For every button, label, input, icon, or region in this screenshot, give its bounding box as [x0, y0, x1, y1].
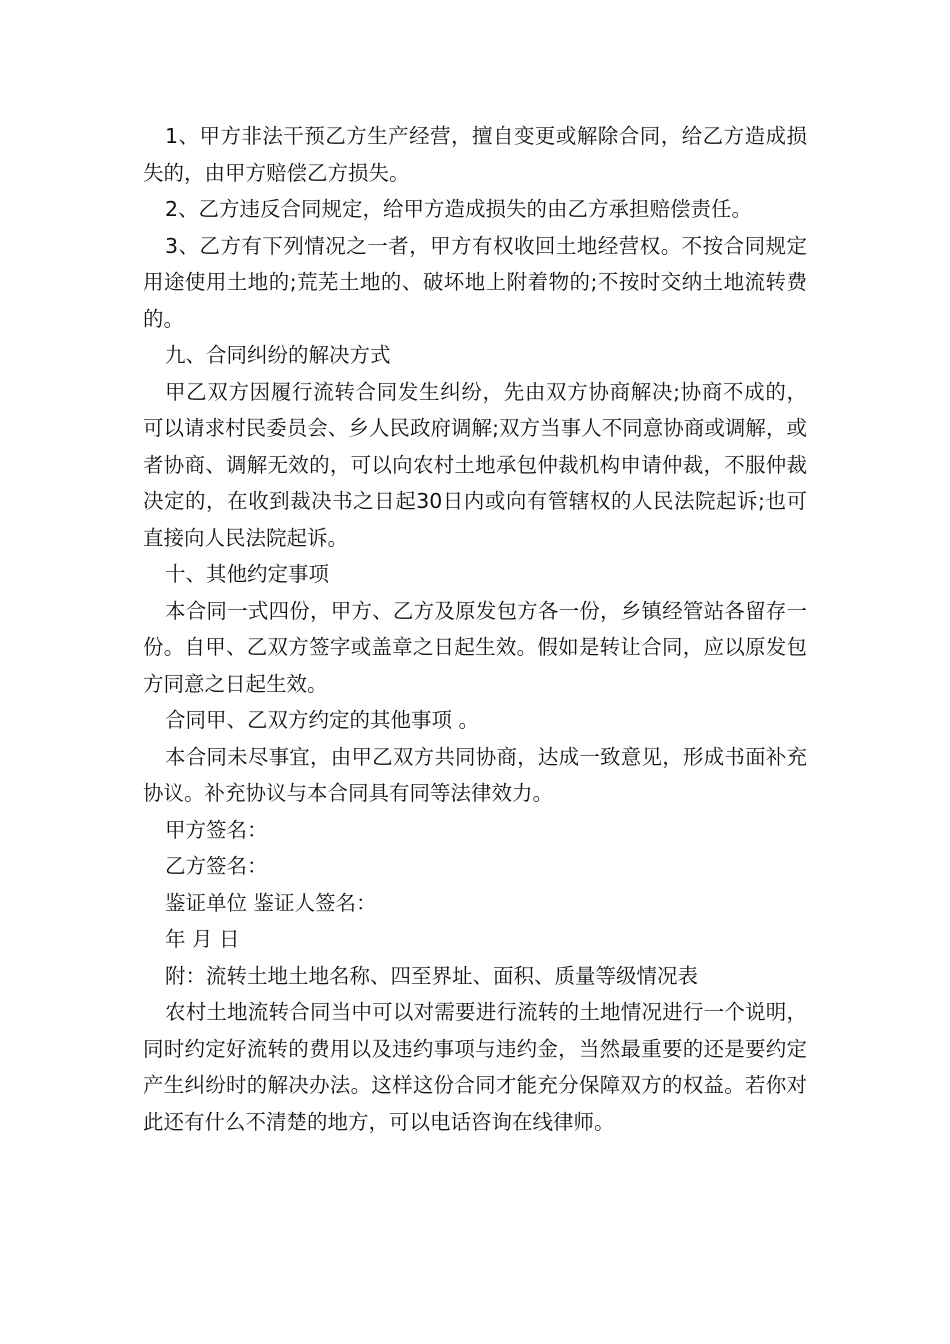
date-line: 年 月 日 [165, 927, 240, 951]
supplementary-agreement-paragraph: 本合同未尽事宜，由甲乙双方共同协商，达成一致意见，形成书面补充协议。补充协议与本合同具有同等法律效力。 [143, 744, 807, 805]
attestation-signature-line: 鉴证单位 鉴证人签名： [165, 890, 377, 915]
section-heading-9: 九、合同纠纷的解决方式 [165, 343, 391, 367]
copies-paragraph: 本合同一式四份，甲方、乙方及原发包方各一份，乡镇经管站各留存一份。自甲、乙双方签字或盖章之日起生效。假如是转让合同，应以原发包方同意之日起生效。 [143, 598, 807, 696]
document-body [143, 118, 807, 1140]
clause-8-1: 1、甲方非法干预乙方生产经营，擅自变更或解除合同，给乙方造成损失的，由甲方赔偿乙方损失。 [143, 124, 807, 185]
other-matters-paragraph: 合同甲、乙双方约定的其他事项 。 [165, 708, 480, 732]
attachment-line: 附：流转土地土地名称、四至界址、面积、质量等级情况表 [165, 963, 698, 988]
party-b-signature-line: 乙方签名： [165, 854, 268, 878]
closing-note-paragraph: 农村土地流转合同当中可以对需要进行流转的土地情况进行一个说明，同时约定好流转的费用以及违约事项与违约金，当然最重要的还是要约定产生纠纷时的解决办法。这样这份合同才能充分保障双方的权益。若你对此还有什么不清楚的地方，可以电话咨询在线律师。 [143, 1000, 807, 1134]
clause-8-2: 2、乙方违反合同规定，给甲方造成损失的由乙方承担赔偿责任。 [165, 197, 753, 221]
party-a-signature-line: 甲方签名： [165, 817, 268, 842]
dispute-resolution-paragraph: 甲乙双方因履行流转合同发生纠纷，先由双方协商解决;协商不成的，可以请求村民委员会、乡人民政府调解;双方当事人不同意协商或调解，或者协商、调解无效的，可以向农村土地承包仲裁机构申请仲裁，不服仲裁决定的，在收到裁决书之日起30日内或向有管辖权的人民法院起诉;也可直接向人民法院起诉。 [143, 379, 807, 550]
clause-8-3: 3、乙方有下列情况之一者，甲方有权收回土地经营权。不按合同规定用途使用土地的;荒芜土地的、破坏地上附着物的;不按时交纳土地流转费的。 [143, 233, 807, 331]
section-heading-10: 十、其他约定事项 [165, 562, 329, 586]
